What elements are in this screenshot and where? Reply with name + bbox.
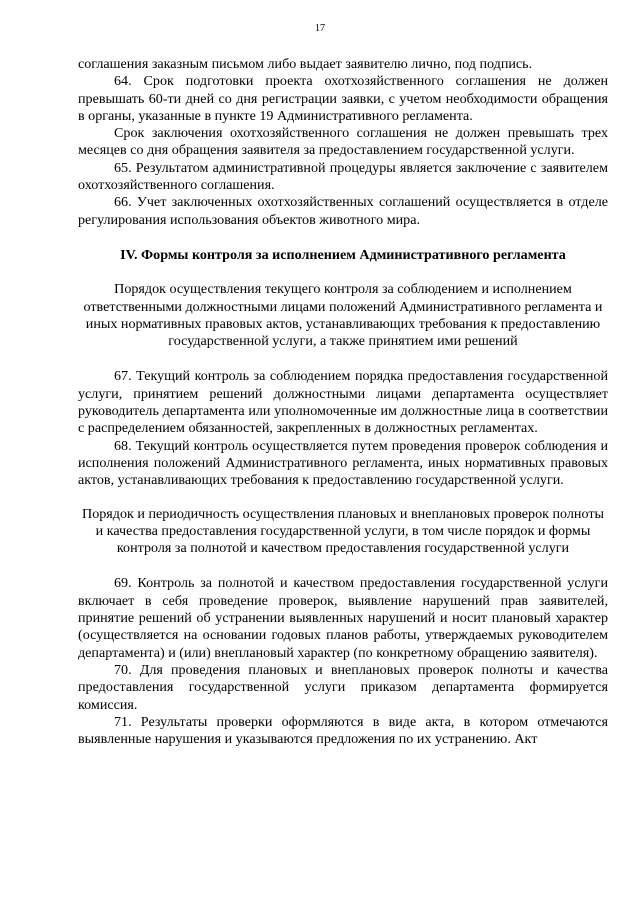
paragraph-64-term: Срок заключения охотхозяйственного соглашения не должен превышать трех месяцев со дня обращения заявителя за предоставлением государственной услуги.	[78, 125, 608, 159]
subheading-current-control: Порядок осуществления текущего контроля за соблюдением и исполнением ответственными должностными лицами положений Административного регламента и иных нормативных правовых актов, устанавливающих требования к предоставлению государственной услуги, а также принятием ими решений	[83, 281, 603, 350]
page-number: 17	[315, 23, 325, 34]
paragraph-69: 69. Контроль за полнотой и качеством предоставления государственной услуги включает в себя проведение проверок, выявление нарушений прав заявителей, принятие решений об устранении выявленных нарушений и носит плановый характер (осуществляется на основании годовых планов работы, утверждаемых руководителем департамента) и (или) внеплановый характер (по конкретному обращению заявителя).	[78, 575, 608, 661]
paragraph-67: 67. Текущий контроль за соблюдением порядка предоставления государственной услуги, принятием решений должностными лицами департамента осуществляет руководитель департамента или уполномоченные им должностные лица в соответствии с распределением обязанностей, закрепленных в должностных регламентах.	[78, 368, 608, 437]
paragraph-64: 64. Срок подготовки проекта охотхозяйственного соглашения не должен превышать 60-ти дней со дня регистрации заявки, с учетом необходимости обращения в органы, указанные в пункте 19 Административного регламента.	[78, 73, 608, 124]
paragraph-66: 66. Учет заключенных охотхозяйственных соглашений осуществляется в отделе регулирования использования объектов животного мира.	[78, 194, 608, 228]
document-body	[78, 56, 608, 748]
paragraph-71: 71. Результаты проверки оформляются в виде акта, в котором отмечаются выявленные нарушения и указываются предложения по их устранению. Акт	[78, 713, 608, 748]
paragraph-63-end: соглашения заказным письмом либо выдает заявителю лично, под подпись.	[78, 56, 533, 72]
subheading-inspections: Порядок и периодичность осуществления плановых и внеплановых проверок полноты и качества предоставления государственной услуги, в том числе порядок и формы контроля за полнотой и качеством предоставления государственной услуги	[82, 505, 604, 557]
paragraph-70: 70. Для проведения плановых и внеплановых проверок полноты и качества предоставления государственной услуги приказом департамента формируется комиссия.	[78, 661, 608, 713]
paragraph-68: 68. Текущий контроль осуществляется путем проведения проверок соблюдения и исполнения положений Административного регламента, иных нормативных правовых актов, устанавливающих требования к предоставлению государственной услуги.	[78, 437, 608, 489]
paragraph-65: 65. Результатом административной процедуры является заключение с заявителем охотхозяйственного соглашения.	[78, 159, 608, 194]
section-heading-iv: IV. Формы контроля за исполнением Административного регламента	[120, 246, 566, 263]
